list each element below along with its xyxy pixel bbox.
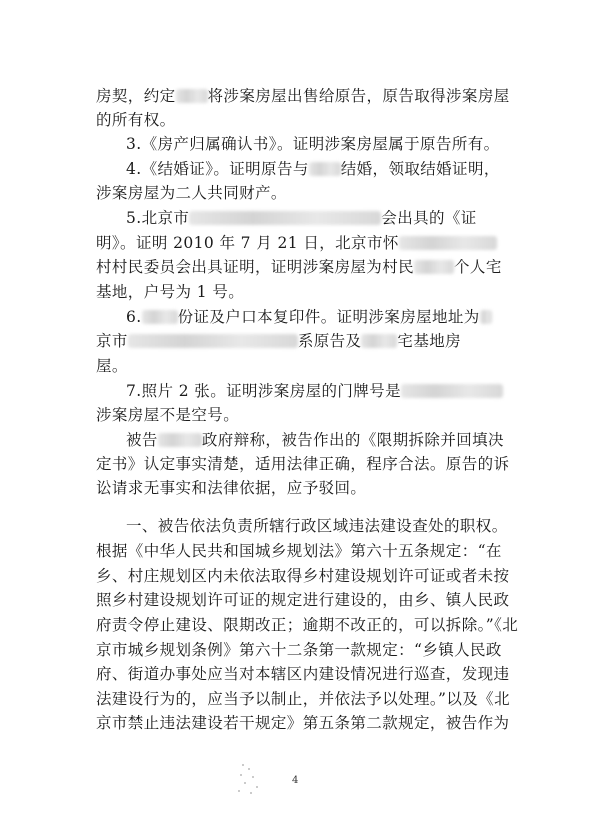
text-segment: 村村民委员会出具证明，证明涉案房屋为村民 bbox=[96, 258, 415, 276]
text-line bbox=[96, 110, 516, 130]
text-segment: 一、被告依法负责所辖行政区域违法建设查处的职权。 bbox=[126, 517, 508, 535]
text-segment: 4.《结婚证》。证明原告与 bbox=[126, 160, 309, 178]
text-line bbox=[96, 356, 516, 376]
text-segment: 基地，户号为 1 号。 bbox=[96, 283, 245, 301]
text-line bbox=[96, 640, 516, 660]
text-segment: 7.照片 2 张。证明涉案房屋的门牌号是 bbox=[126, 382, 402, 400]
text-line bbox=[96, 454, 516, 474]
text-line bbox=[96, 689, 516, 709]
text-line bbox=[96, 566, 516, 586]
redaction bbox=[414, 260, 454, 274]
redaction bbox=[189, 211, 381, 225]
redaction bbox=[401, 384, 503, 398]
text-line bbox=[126, 307, 546, 327]
text-segment: 涉案房屋不是空号。 bbox=[96, 406, 240, 424]
text-segment: 将涉案房屋出售给原告，原告取得涉案房屋 bbox=[207, 87, 510, 105]
text-line bbox=[96, 405, 516, 425]
text-line bbox=[126, 430, 546, 450]
redaction bbox=[158, 433, 202, 447]
text-line bbox=[126, 381, 546, 401]
text-line bbox=[126, 516, 546, 536]
text-segment: 涉案房屋为二人共同财产。 bbox=[96, 184, 287, 202]
text-segment: 宅基地房 bbox=[397, 332, 462, 350]
redaction bbox=[399, 236, 497, 250]
speck bbox=[244, 782, 246, 784]
text-segment: 根据《中华人民共和国城乡规划法》第六十五条规定：“在 bbox=[96, 542, 502, 560]
text-segment: 份证及户口本复印件。证明涉案房屋地址为 bbox=[177, 308, 480, 326]
text-line bbox=[126, 134, 546, 154]
text-segment: 照乡村建设规划许可证的规定进行建设的，由乡、镇人民政 bbox=[96, 591, 510, 609]
text-segment: 结婚，领取结婚证明， bbox=[340, 160, 500, 178]
text-segment: 被告 bbox=[126, 431, 158, 449]
text-segment: 法建设行为的，应当予以制止，并依法予以处理。”以及《北 bbox=[96, 690, 510, 708]
text-segment: 京市 bbox=[96, 332, 128, 350]
text-line bbox=[126, 208, 546, 228]
text-line bbox=[96, 331, 516, 351]
text-line bbox=[96, 713, 516, 733]
text-line bbox=[96, 541, 516, 561]
text-segment: 定书》认定事实清楚，适用法律正确，程序合法。原告的诉 bbox=[96, 455, 510, 473]
text-segment: 会出具的《证 bbox=[381, 209, 477, 227]
page-number: 4 bbox=[292, 775, 299, 786]
speck bbox=[256, 786, 258, 788]
text-segment: 的所有权。 bbox=[96, 111, 176, 129]
text-segment: 府、街道办事处应当对本辖区内建设情况进行巡查，发现违 bbox=[96, 665, 510, 683]
speck bbox=[240, 774, 242, 776]
text-line bbox=[96, 183, 516, 203]
text-line bbox=[96, 590, 516, 610]
text-segment: 系原告及 bbox=[297, 332, 362, 350]
text-line bbox=[96, 86, 516, 106]
text-line bbox=[96, 233, 516, 253]
text-line bbox=[96, 615, 519, 635]
text-segment: 京市城乡规划条例》第六十二条第一款规定：“乡镇人民政 bbox=[96, 641, 502, 659]
text-segment: 个人宅 bbox=[454, 258, 502, 276]
text-segment: 政府辩称，被告作出的《限期拆除并回填决 bbox=[201, 431, 504, 449]
speck bbox=[238, 790, 240, 792]
text-segment: 3.《房产归属确认书》。证明涉案房屋属于原告所有。 bbox=[126, 135, 500, 153]
text-line bbox=[126, 159, 546, 179]
redaction bbox=[361, 334, 397, 348]
text-line bbox=[96, 257, 516, 277]
scan-specks bbox=[232, 762, 272, 796]
text-segment: 5.北京市 bbox=[126, 209, 190, 227]
text-segment: 讼请求无事实和法律依据，应予驳回。 bbox=[96, 479, 367, 497]
redaction bbox=[142, 310, 178, 324]
speck bbox=[252, 776, 254, 778]
redaction bbox=[128, 334, 298, 348]
text-line bbox=[96, 478, 516, 498]
text-line bbox=[96, 282, 516, 302]
redaction bbox=[480, 310, 492, 324]
text-segment: 房契，约定 bbox=[96, 87, 176, 105]
text-segment: 府责令停止建设、限期改正；逾期不改正的，可以拆除。”《北 bbox=[96, 616, 519, 634]
text-segment: 6. bbox=[126, 308, 142, 326]
redaction bbox=[176, 89, 208, 103]
speck bbox=[242, 764, 244, 766]
text-segment: 乡、村庄规划区内未依法取得乡村建设规划许可证或者未按 bbox=[96, 567, 510, 585]
text-line bbox=[96, 664, 516, 684]
text-segment: 京市禁止违法建设若干规定》第五条第二款规定，被告作为 bbox=[96, 714, 510, 732]
speck bbox=[248, 768, 250, 770]
text-segment: 屋。 bbox=[96, 357, 128, 375]
text-segment: 明》。证明 2010 年 7 月 21 日，北京市怀 bbox=[96, 234, 399, 252]
redaction bbox=[309, 162, 341, 176]
speck bbox=[250, 792, 252, 794]
